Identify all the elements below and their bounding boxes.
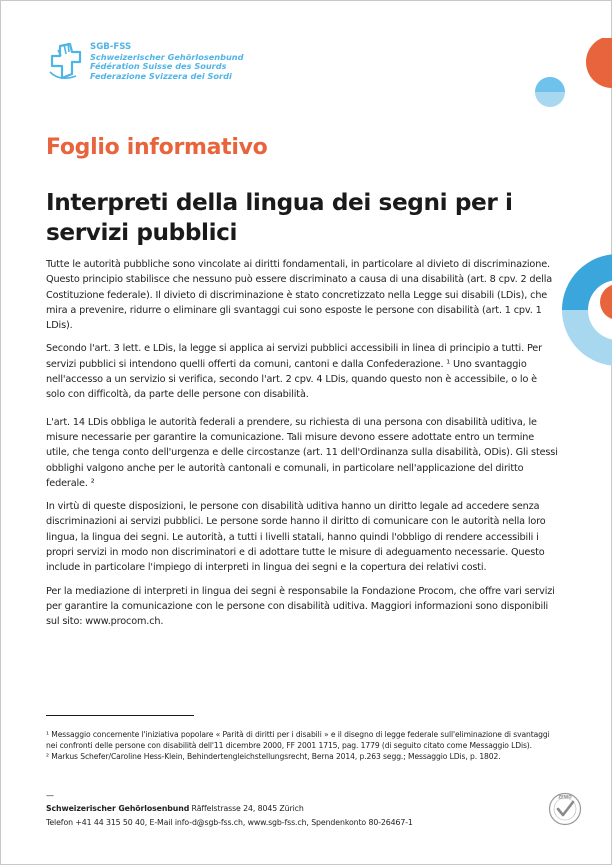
footer-contacts: Telefon +41 44 315 50 40, E-Mail info-d@sgb-fss.ch, www.sgb-fss.ch, Spendenkonto 80-26467-1 (46, 817, 413, 827)
document-title: Interpreti della lingua dei segni per i servizi pubblici (46, 189, 513, 246)
deco-orange-circle-icon (576, 38, 612, 110)
organization-footer (46, 802, 413, 829)
paragraph: Tutte le autorità pubbliche sono vincolate ai diritti fondamentali, in particolare al divieto di discriminazione. Questo principio stabilisce che nessuno può essere discriminato a causa di una disabilità (art. 8 cpv. 2 della Costituzione federale). Il divieto di discriminazione è stato concretizzato nella Legge sui disabili (LDis), che mira a prevenire, ridurre o eliminare gli svantaggi cui sono esposte le persone con disabilità (art. 1 cpv. 1 LDis). (46, 259, 553, 332)
zewo-label: ZEWO (558, 794, 572, 800)
deco-ring-circle-icon (560, 254, 612, 366)
paragraph: L'art. 14 LDis obbliga le autorità federali a prendere, su richiesta di una persona con disabilità uditiva, le misure necessarie per garantire la comunicazione. Tali misure devono essere adottate entro un termine utile, che tenga conto dell'urgenza e delle circostanze (art. 11 dell'Ordinanza sulla disabilità, ODis). Gli stessi obblighi valgono anche per le autorità cantonali e comunali, in particolare nell'applicazione del diritto federale. ² (46, 416, 558, 489)
footnotes (46, 729, 558, 763)
sgb-fss-logo (46, 42, 276, 88)
logo-line-it: Federazione Svizzera dei Sordi (90, 70, 232, 81)
logo-text (90, 43, 244, 81)
logo-line-de: Schweizerischer Gehörlosenbund (90, 51, 244, 62)
footer-org-name: Schweizerischer Gehörlosenbund (46, 804, 190, 813)
zewo-seal-icon (548, 792, 582, 826)
footnote-2: ² Markus Schefer/Caroline Hess-Klein, Behindertengleichstellungsrecht, Berna 2014, p.263 segg.; Messaggio LDis, p. 1802. (46, 752, 501, 762)
document-type: Foglio informativo (46, 135, 268, 160)
paragraph: Secondo l'art. 3 lett. e LDis, la legge si applica ai servizi pubblici accessibili in linea di principio a tutti. Per servizi pubblici si intendono quelli offerti da comuni, cantoni e dalla Confederazione. ¹ Uno svantaggio nell'accesso a un servizio si verifica, secondo l'art. 2 cpv. 4 LDis, quando questo non è accessibile, o lo è solo con difficoltà, da parte delle persone con disabilità. (46, 343, 542, 401)
paragraph: In virtù di queste disposizioni, le persone con disabilità uditiva hanno un diritto legale ad accedere senza discriminazioni ai servizi pubblici. Le persone sorde hanno il diritto di comunicare con le autorità nella loro lingua, la lingua dei segni. Le autorità, a tutti i livelli statali, hanno quindi l'obbligo di rendere accessibili i propri servizi in modo non discriminatori e di adottare tutte le misure di adeguamento necessarie. Questo include in particolare l'impiego di interpreti in lingua dei segni e la copertura dei relativi costi. (46, 501, 546, 574)
footnote-rule (46, 715, 194, 716)
logo-line-fr: Fédération Suisse des Sourds (90, 61, 227, 72)
footnote-1: ¹ Messaggio concernente l'iniziativa popolare « Parità di diritti per i disabili » e il disegno di legge federale sull'eliminazione di svantaggi nei confronti delle persone con disabilità dell'11 dicembre 2000, FF 2001 1715, pag. 1779 (di seguito citato come Messaggio LDis). (46, 730, 550, 751)
deco-blue-circle-icon (532, 76, 568, 108)
footer-address: Räffelstrasse 24, 8045 Zürich (189, 804, 304, 813)
logo-hand-cross-icon (46, 42, 86, 88)
paragraph: Per la mediazione di interpreti in lingua dei segni è responsabile la Fondazione Procom, che offre vari servizi per garantire la comunicazione con le persone con disabilità uditiva. Maggiori informazioni sono disponibili sul sito: www.procom.ch. (46, 585, 555, 628)
body-text (46, 257, 558, 638)
footer-dash: — (46, 791, 54, 800)
logo-abbr: SGB-FSS (90, 42, 132, 52)
